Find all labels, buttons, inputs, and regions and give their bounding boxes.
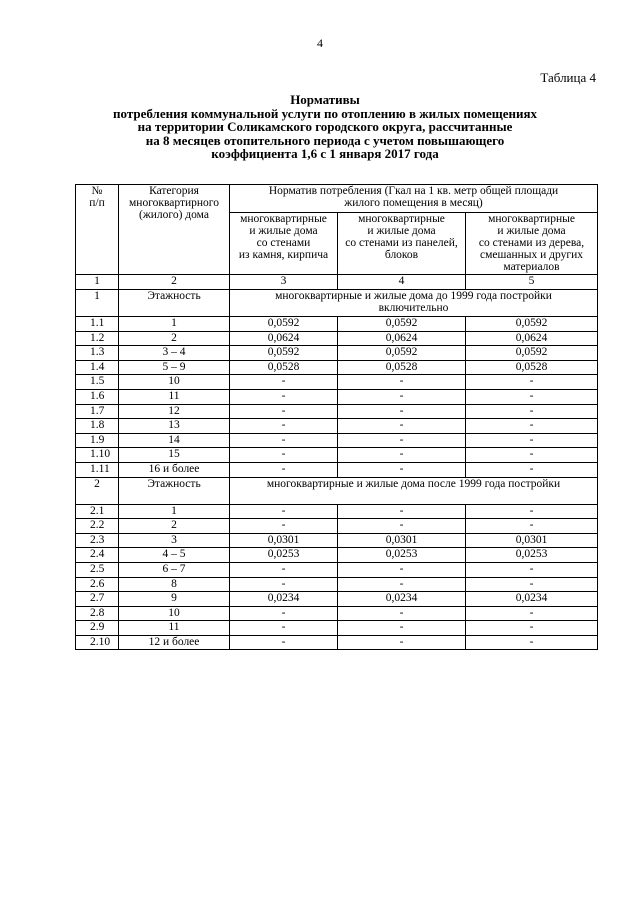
row-value-panel: 0,0253 — [338, 548, 466, 563]
row-number: 2.1 — [76, 504, 119, 519]
row-value-panel: - — [338, 375, 466, 390]
row-value-panel: - — [338, 433, 466, 448]
row-number: 2.5 — [76, 562, 119, 577]
header-norm-group: Норматив потребления (Гкал на 1 кв. метр общей площади жилого помещения в месяц) — [230, 185, 598, 213]
row-value-wood: - — [466, 635, 598, 650]
section-number: 1 — [76, 290, 119, 317]
row-value-wood: 0,0624 — [466, 331, 598, 346]
table-row — [76, 404, 598, 419]
table-row — [76, 462, 598, 477]
row-floors: 3 – 4 — [119, 346, 230, 361]
row-value-stone: - — [230, 606, 338, 621]
subheader-stone: многоквартирные и жилые дома со стенами из камня, кирпича — [230, 213, 338, 275]
row-floors: 12 — [119, 404, 230, 419]
header-no: № п/п — [76, 185, 119, 275]
row-number: 2.8 — [76, 606, 119, 621]
row-value-stone: - — [230, 404, 338, 419]
row-value-wood: - — [466, 375, 598, 390]
row-floors: 11 — [119, 389, 230, 404]
row-value-panel: - — [338, 606, 466, 621]
column-numbers-row — [76, 275, 598, 290]
row-value-wood: - — [466, 519, 598, 534]
row-value-stone: - — [230, 448, 338, 463]
table-row — [76, 389, 598, 404]
row-number: 2.6 — [76, 577, 119, 592]
row-value-stone: - — [230, 419, 338, 434]
row-floors: 2 — [119, 519, 230, 534]
row-value-wood: - — [466, 404, 598, 419]
table-row — [76, 635, 598, 650]
row-floors: 13 — [119, 419, 230, 434]
row-number: 2.2 — [76, 519, 119, 534]
row-value-wood: 0,0592 — [466, 346, 598, 361]
row-value-stone: 0,0253 — [230, 548, 338, 563]
section-category: Этажность — [119, 290, 230, 317]
row-number: 1.10 — [76, 448, 119, 463]
row-value-panel: - — [338, 404, 466, 419]
row-value-wood: 0,0253 — [466, 548, 598, 563]
row-value-stone: - — [230, 562, 338, 577]
section-description: многоквартирные и жилые дома до 1999 года постройки включительно — [230, 290, 598, 317]
row-value-stone: 0,0624 — [230, 331, 338, 346]
title-line-2: потребления коммунальной услуги по отоплению в жилых помещениях — [113, 105, 537, 121]
row-floors: 5 – 9 — [119, 360, 230, 375]
row-floors: 15 — [119, 448, 230, 463]
table-row — [76, 519, 598, 534]
row-value-wood: - — [466, 462, 598, 477]
row-number: 1.6 — [76, 389, 119, 404]
row-floors: 11 — [119, 621, 230, 636]
row-floors: 10 — [119, 375, 230, 390]
row-value-wood: - — [466, 504, 598, 519]
row-value-stone: - — [230, 577, 338, 592]
row-value-panel: - — [338, 621, 466, 636]
table-row — [76, 375, 598, 390]
row-value-wood: 0,0234 — [466, 592, 598, 607]
table-row — [76, 317, 598, 332]
row-value-panel: 0,0592 — [338, 346, 466, 361]
row-value-stone: - — [230, 433, 338, 448]
row-value-wood: - — [466, 389, 598, 404]
row-value-wood: - — [466, 448, 598, 463]
row-floors: 8 — [119, 577, 230, 592]
row-floors: 10 — [119, 606, 230, 621]
row-number: 1.11 — [76, 462, 119, 477]
row-value-stone: - — [230, 635, 338, 650]
section-description: многоквартирные и жилые дома после 1999 года постройки — [230, 477, 598, 504]
row-value-stone: 0,0592 — [230, 346, 338, 361]
table-row — [76, 606, 598, 621]
row-floors: 16 и более — [119, 462, 230, 477]
table-row — [76, 448, 598, 463]
row-number: 2.9 — [76, 621, 119, 636]
table-row — [76, 577, 598, 592]
row-value-stone: 0,0592 — [230, 317, 338, 332]
row-floors: 2 — [119, 331, 230, 346]
row-value-stone: - — [230, 375, 338, 390]
row-floors: 3 — [119, 533, 230, 548]
row-value-wood: - — [466, 577, 598, 592]
row-floors: 4 – 5 — [119, 548, 230, 563]
row-value-panel: - — [338, 635, 466, 650]
row-value-panel: - — [338, 504, 466, 519]
row-number: 2.7 — [76, 592, 119, 607]
row-number: 1.8 — [76, 419, 119, 434]
table-row — [76, 548, 598, 563]
row-value-wood: - — [466, 621, 598, 636]
section-header-row — [76, 290, 598, 317]
table-row — [76, 331, 598, 346]
row-number: 1.2 — [76, 331, 119, 346]
page-number: 4 — [317, 36, 323, 50]
header-category: Категория многоквартирного (жилого) дома — [119, 185, 230, 275]
title-line-5: коэффициента 1,6 с 1 января 2017 года — [211, 146, 439, 161]
row-value-panel: 0,0592 — [338, 317, 466, 332]
section-header-row — [76, 477, 598, 504]
row-value-stone: 0,0528 — [230, 360, 338, 375]
row-value-panel: - — [338, 389, 466, 404]
row-value-panel: - — [338, 577, 466, 592]
title-line-4: на 8 месяцев отопительного периода с учетом повышающего — [145, 132, 505, 148]
column-number: 3 — [230, 275, 338, 290]
column-number: 5 — [466, 275, 598, 290]
row-value-stone: 0,0301 — [230, 533, 338, 548]
row-number: 2.4 — [76, 548, 119, 563]
subheader-wood: многоквартирные и жилые дома со стенами из дерева, смешанных и других материалов — [466, 213, 598, 275]
row-value-stone: 0,0234 — [230, 592, 338, 607]
table-row — [76, 562, 598, 577]
row-value-stone: - — [230, 519, 338, 534]
section-number: 2 — [76, 477, 119, 504]
row-floors: 1 — [119, 504, 230, 519]
norms-table — [75, 184, 598, 650]
row-value-panel: - — [338, 419, 466, 434]
table-label: Таблица 4 — [540, 70, 596, 85]
row-value-panel: 0,0528 — [338, 360, 466, 375]
table-row — [76, 621, 598, 636]
row-value-panel: - — [338, 448, 466, 463]
row-value-wood: - — [466, 433, 598, 448]
row-value-panel: 0,0624 — [338, 331, 466, 346]
row-number: 1.1 — [76, 317, 119, 332]
row-value-wood: - — [466, 606, 598, 621]
table-row — [76, 346, 598, 361]
table-row — [76, 360, 598, 375]
subheader-panel: многоквартирные и жилые дома со стенами из панелей, блоков — [338, 213, 466, 275]
title-line-3: на территории Соликамского городского округа, рассчитанные — [137, 119, 513, 134]
row-value-panel: - — [338, 462, 466, 477]
row-number: 1.5 — [76, 375, 119, 390]
row-number: 1.7 — [76, 404, 119, 419]
row-value-panel: 0,0234 — [338, 592, 466, 607]
row-value-stone: - — [230, 621, 338, 636]
row-floors: 14 — [119, 433, 230, 448]
column-number: 1 — [76, 275, 119, 290]
row-value-stone: - — [230, 462, 338, 477]
row-number: 2.10 — [76, 635, 119, 650]
row-value-panel: - — [338, 562, 466, 577]
table-row — [76, 533, 598, 548]
row-floors: 9 — [119, 592, 230, 607]
row-number: 1.3 — [76, 346, 119, 361]
row-number: 2.3 — [76, 533, 119, 548]
document-title — [60, 93, 590, 161]
row-value-wood: 0,0301 — [466, 533, 598, 548]
row-floors: 6 – 7 — [119, 562, 230, 577]
column-number: 4 — [338, 275, 466, 290]
row-value-wood: - — [466, 562, 598, 577]
row-value-stone: - — [230, 504, 338, 519]
table-row — [76, 433, 598, 448]
row-value-wood: 0,0528 — [466, 360, 598, 375]
row-floors: 12 и более — [119, 635, 230, 650]
table-row — [76, 504, 598, 519]
row-value-panel: - — [338, 519, 466, 534]
row-value-wood: - — [466, 419, 598, 434]
table-header-row — [76, 185, 598, 213]
row-value-wood: 0,0592 — [466, 317, 598, 332]
table-row — [76, 592, 598, 607]
section-category: Этажность — [119, 477, 230, 504]
row-value-panel: 0,0301 — [338, 533, 466, 548]
table-row — [76, 419, 598, 434]
column-number: 2 — [119, 275, 230, 290]
row-value-stone: - — [230, 389, 338, 404]
row-floors: 1 — [119, 317, 230, 332]
row-number: 1.9 — [76, 433, 119, 448]
row-number: 1.4 — [76, 360, 119, 375]
title-line-1: Нормативы — [290, 92, 360, 107]
